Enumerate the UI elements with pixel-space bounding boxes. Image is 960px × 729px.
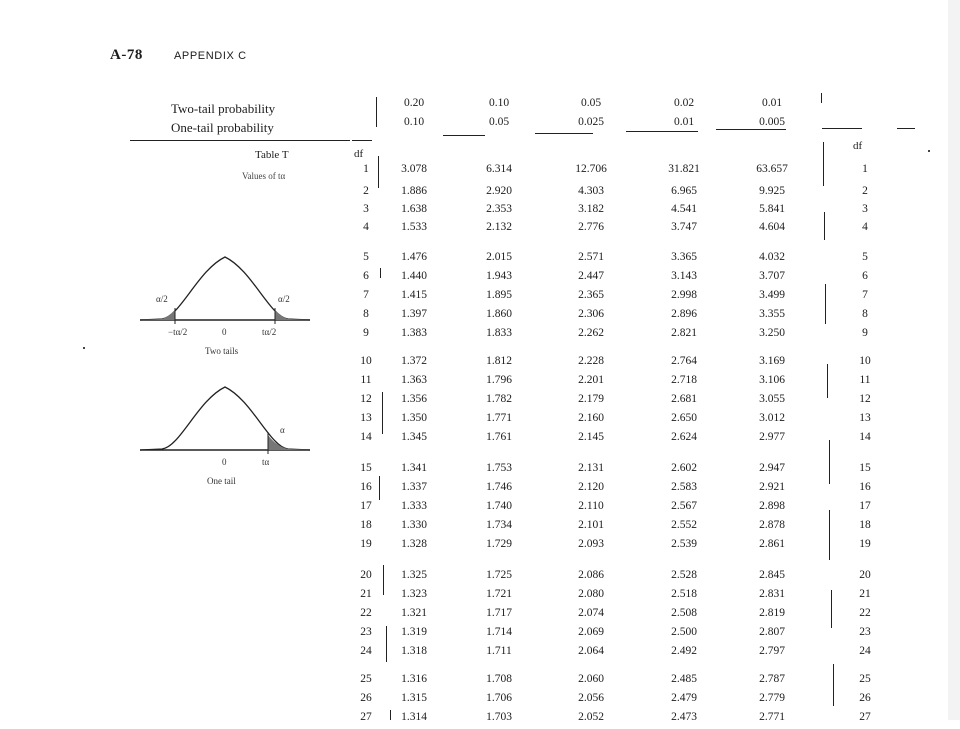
one-tail-value: 0.10 [403,116,425,128]
critical-value-cell: 2.473 [671,711,697,723]
df-cell-right: 14 [859,431,871,443]
two-tail-value: 0.05 [580,97,602,109]
critical-value-cell: 2.681 [671,393,697,405]
critical-value-cell: 2.262 [578,327,604,339]
critical-value-cell: 1.533 [401,221,427,233]
critical-value-cell: 2.718 [671,374,697,386]
header-rule [130,140,350,141]
table-row [0,519,960,537]
df-cell: 9 [363,327,369,339]
df-cell: 26 [360,692,372,704]
table-row [0,393,960,411]
df-cell: 27 [360,711,372,723]
df-cell-right: 12 [859,393,871,405]
one-tail-row [0,116,960,132]
table-row [0,185,960,203]
critical-value-cell: 2.179 [578,393,604,405]
critical-value-cell: 1.321 [401,607,427,619]
critical-value-cell: 2.080 [578,588,604,600]
critical-value-cell: 1.796 [486,374,512,386]
critical-value-cell: 2.101 [578,519,604,531]
critical-value-cell: 3.012 [759,412,785,424]
two-tail-zero-tick: 0 [222,327,227,337]
critical-value-cell: 2.567 [671,500,697,512]
critical-value-cell: 2.776 [578,221,604,233]
df-cell-right: 26 [859,692,871,704]
df-cell: 12 [360,393,372,405]
one-tail-value: 0.005 [759,116,785,128]
critical-value-cell: 3.078 [401,163,427,175]
critical-value-cell: 2.110 [578,500,604,512]
critical-value-cell: 1.703 [486,711,512,723]
critical-value-cell: 1.328 [401,538,427,550]
critical-value-cell: 2.201 [578,374,604,386]
critical-value-cell: 1.812 [486,355,512,367]
table-row [0,462,960,480]
critical-value-cell: 2.060 [578,673,604,685]
one-tail-caption: One tail [207,476,236,486]
critical-value-cell: 2.898 [759,500,785,512]
critical-value-cell: 3.169 [759,355,785,367]
critical-value-cell: 1.717 [486,607,512,619]
critical-value-cell: 2.015 [486,251,512,263]
df-cell: 17 [360,500,372,512]
critical-value-cell: 2.131 [578,462,604,474]
table-row [0,355,960,373]
critical-value-cell: 3.055 [759,393,785,405]
critical-value-cell: 2.539 [671,538,697,550]
critical-value-cell: 2.764 [671,355,697,367]
critical-value-cell: 1.771 [486,412,512,424]
critical-value-cell: 1.383 [401,327,427,339]
df-cell: 4 [363,221,369,233]
critical-value-cell: 3.250 [759,327,785,339]
table-title: Table T [255,149,289,161]
critical-value-cell: 1.315 [401,692,427,704]
df-cell-right: 13 [859,412,871,424]
critical-value-cell: 2.145 [578,431,604,443]
critical-value-cell: 2.998 [671,289,697,301]
critical-value-cell: 1.440 [401,270,427,282]
table-row [0,626,960,644]
df-cell: 2 [363,185,369,197]
table-row [0,431,960,449]
critical-value-cell: 2.160 [578,412,604,424]
one-tail-alpha: α [280,425,285,435]
critical-value-cell: 2.479 [671,692,697,704]
speck [83,347,85,349]
header-rule [535,133,593,134]
df-cell: 18 [360,519,372,531]
df-cell: 21 [360,588,372,600]
critical-value-cell: 1.753 [486,462,512,474]
critical-value-cell: 1.734 [486,519,512,531]
critical-value-cell: 2.056 [578,692,604,704]
critical-value-cell: 3.499 [759,289,785,301]
critical-value-cell: 31.821 [668,163,700,175]
critical-value-cell: 2.447 [578,270,604,282]
df-cell: 24 [360,645,372,657]
critical-value-cell: 2.819 [759,607,785,619]
df-cell-right: 25 [859,673,871,685]
header-rule [443,135,485,136]
df-cell-right: 2 [862,185,868,197]
table-row [0,569,960,587]
table-row [0,588,960,606]
critical-value-cell: 2.977 [759,431,785,443]
df-cell-right: 21 [859,588,871,600]
table-row [0,163,960,181]
critical-value-cell: 3.143 [671,270,697,282]
critical-value-cell: 1.706 [486,692,512,704]
critical-value-cell: 1.314 [401,711,427,723]
df-cell-right: 8 [862,308,868,320]
df-cell-right: 17 [859,500,871,512]
table-row [0,500,960,518]
critical-value-cell: 1.746 [486,481,512,493]
column-rule [821,93,822,103]
critical-value-cell: 1.341 [401,462,427,474]
df-cell: 22 [360,607,372,619]
table-row [0,645,960,663]
critical-value-cell: 2.787 [759,673,785,685]
critical-value-cell: 2.807 [759,626,785,638]
df-cell-right: 6 [862,270,868,282]
df-cell-right: 24 [859,645,871,657]
critical-value-cell: 9.925 [759,185,785,197]
critical-value-cell: 2.508 [671,607,697,619]
critical-value-cell: 1.886 [401,185,427,197]
df-cell: 11 [360,374,372,386]
critical-value-cell: 1.721 [486,588,512,600]
critical-value-cell: 2.500 [671,626,697,638]
two-tail-caption: Two tails [205,346,239,356]
critical-value-cell: 1.363 [401,374,427,386]
table-row [0,673,960,691]
df-cell-right: 5 [862,251,868,263]
two-tail-value: 0.20 [403,97,425,109]
table-row [0,692,960,710]
header-rule [352,140,372,141]
one-tail-value: 0.05 [488,116,510,128]
critical-value-cell: 2.845 [759,569,785,581]
critical-value-cell: 2.797 [759,645,785,657]
critical-value-cell: 1.860 [486,308,512,320]
table-subtitle: Values of tα [242,171,286,181]
critical-value-cell: 63.657 [756,163,788,175]
two-tail-half-alpha-right: α/2 [278,294,290,304]
df-cell-right: 22 [859,607,871,619]
critical-value-cell: 1.372 [401,355,427,367]
df-cell-right: 11 [859,374,871,386]
critical-value-cell: 1.761 [486,431,512,443]
critical-value-cell: 1.319 [401,626,427,638]
critical-value-cell: 3.747 [671,221,697,233]
critical-value-cell: 3.365 [671,251,697,263]
critical-value-cell: 1.638 [401,203,427,215]
critical-value-cell: 2.602 [671,462,697,474]
critical-value-cell: 1.325 [401,569,427,581]
header-rule [716,129,786,130]
table-row [0,711,960,729]
critical-value-cell: 2.771 [759,711,785,723]
critical-value-cell: 2.492 [671,645,697,657]
table-row [0,203,960,221]
df-cell-right: 4 [862,221,868,233]
header-rule [626,131,698,132]
two-tail-value: 0.02 [673,97,695,109]
critical-value-cell: 2.518 [671,588,697,600]
critical-value-cell: 12.706 [575,163,607,175]
critical-value-cell: 2.074 [578,607,604,619]
critical-value-cell: 1.833 [486,327,512,339]
df-cell-right: 7 [862,289,868,301]
table-row [0,270,960,288]
critical-value-cell: 2.485 [671,673,697,685]
critical-value-cell: 4.541 [671,203,697,215]
critical-value-cell: 2.779 [759,692,785,704]
critical-value-cell: 2.861 [759,538,785,550]
critical-value-cell: 2.052 [578,711,604,723]
critical-value-cell: 3.355 [759,308,785,320]
critical-value-cell: 1.711 [486,645,512,657]
df-cell-right: 3 [862,203,868,215]
critical-value-cell: 1.729 [486,538,512,550]
critical-value-cell: 2.353 [486,203,512,215]
critical-value-cell: 1.895 [486,289,512,301]
appendix-title: APPENDIX C [174,50,247,62]
header-rule [897,128,915,129]
df-cell: 10 [360,355,372,367]
header-rule [822,128,862,129]
critical-value-cell: 2.552 [671,519,697,531]
two-tail-value: 0.10 [488,97,510,109]
critical-value-cell: 2.947 [759,462,785,474]
table-row [0,308,960,326]
df-cell: 15 [360,462,372,474]
df-cell-right: 1 [862,163,868,175]
df-cell-right: 23 [859,626,871,638]
df-cell-right: 27 [859,711,871,723]
critical-value-cell: 1.333 [401,500,427,512]
critical-value-cell: 1.714 [486,626,512,638]
df-cell: 25 [360,673,372,685]
critical-value-cell: 1.725 [486,569,512,581]
df-cell: 6 [363,270,369,282]
column-rule [376,97,377,127]
critical-value-cell: 2.624 [671,431,697,443]
critical-value-cell: 2.650 [671,412,697,424]
critical-value-cell: 2.896 [671,308,697,320]
critical-value-cell: 5.841 [759,203,785,215]
df-header-right: df [853,140,863,152]
df-cell-right: 9 [862,327,868,339]
critical-value-cell: 3.106 [759,374,785,386]
critical-value-cell: 3.707 [759,270,785,282]
critical-value-cell: 1.943 [486,270,512,282]
critical-value-cell: 2.064 [578,645,604,657]
two-tail-value: 0.01 [761,97,783,109]
table-row [0,481,960,499]
critical-value-cell: 1.350 [401,412,427,424]
critical-value-cell: 1.397 [401,308,427,320]
critical-value-cell: 2.069 [578,626,604,638]
df-cell: 5 [363,251,369,263]
critical-value-cell: 6.314 [486,163,512,175]
df-cell: 13 [360,412,372,424]
one-tail-value: 0.01 [673,116,695,128]
table-row [0,327,960,345]
critical-value-cell: 1.345 [401,431,427,443]
two-tail-left-tick: −tα/2 [168,327,188,337]
df-cell: 3 [363,203,369,215]
df-cell: 19 [360,538,372,550]
critical-value-cell: 2.228 [578,355,604,367]
df-cell-right: 10 [859,355,871,367]
table-row [0,251,960,269]
df-cell: 8 [363,308,369,320]
critical-value-cell: 1.316 [401,673,427,685]
critical-value-cell: 2.528 [671,569,697,581]
critical-value-cell: 2.120 [578,481,604,493]
two-tail-label: Two-tail probability [171,101,276,116]
df-cell: 20 [360,569,372,581]
table-row [0,412,960,430]
critical-value-cell: 1.323 [401,588,427,600]
critical-value-cell: 1.476 [401,251,427,263]
critical-value-cell: 4.303 [578,185,604,197]
df-cell-right: 19 [859,538,871,550]
critical-value-cell: 4.032 [759,251,785,263]
table-row [0,289,960,307]
critical-value-cell: 1.782 [486,393,512,405]
one-tail-zero-tick: 0 [222,457,227,467]
critical-value-cell: 1.318 [401,645,427,657]
df-cell-right: 18 [859,519,871,531]
df-cell: 16 [360,481,372,493]
table-row [0,538,960,556]
critical-value-cell: 2.831 [759,588,785,600]
df-cell: 23 [360,626,372,638]
critical-value-cell: 2.921 [759,481,785,493]
df-cell: 1 [363,163,369,175]
two-tail-half-alpha-left: α/2 [156,294,168,304]
df-cell-right: 15 [859,462,871,474]
critical-value-cell: 2.086 [578,569,604,581]
critical-value-cell: 2.571 [578,251,604,263]
df-cell-right: 20 [859,569,871,581]
critical-value-cell: 3.182 [578,203,604,215]
one-tail-right-tick: tα [262,457,270,467]
critical-value-cell: 2.093 [578,538,604,550]
critical-value-cell: 2.878 [759,519,785,531]
df-cell-right: 16 [859,481,871,493]
critical-value-cell: 4.604 [759,221,785,233]
critical-value-cell: 1.356 [401,393,427,405]
critical-value-cell: 1.708 [486,673,512,685]
critical-value-cell: 6.965 [671,185,697,197]
critical-value-cell: 2.306 [578,308,604,320]
page-number: A-78 [110,47,143,63]
critical-value-cell: 2.132 [486,221,512,233]
df-cell: 7 [363,289,369,301]
table-row [0,607,960,625]
one-tail-value: 0.025 [578,116,604,128]
df-cell: 14 [360,431,372,443]
critical-value-cell: 1.415 [401,289,427,301]
two-tail-row [0,97,960,113]
two-tail-right-tick: tα/2 [262,327,277,337]
table-row [0,374,960,392]
critical-value-cell: 2.583 [671,481,697,493]
df-header-left: df [354,148,364,160]
critical-value-cell: 2.365 [578,289,604,301]
critical-value-cell: 2.920 [486,185,512,197]
critical-value-cell: 1.330 [401,519,427,531]
critical-value-cell: 2.821 [671,327,697,339]
speck [928,150,930,152]
critical-value-cell: 1.740 [486,500,512,512]
critical-value-cell: 1.337 [401,481,427,493]
table-row [0,221,960,239]
one-tail-label: One-tail probability [171,120,274,135]
